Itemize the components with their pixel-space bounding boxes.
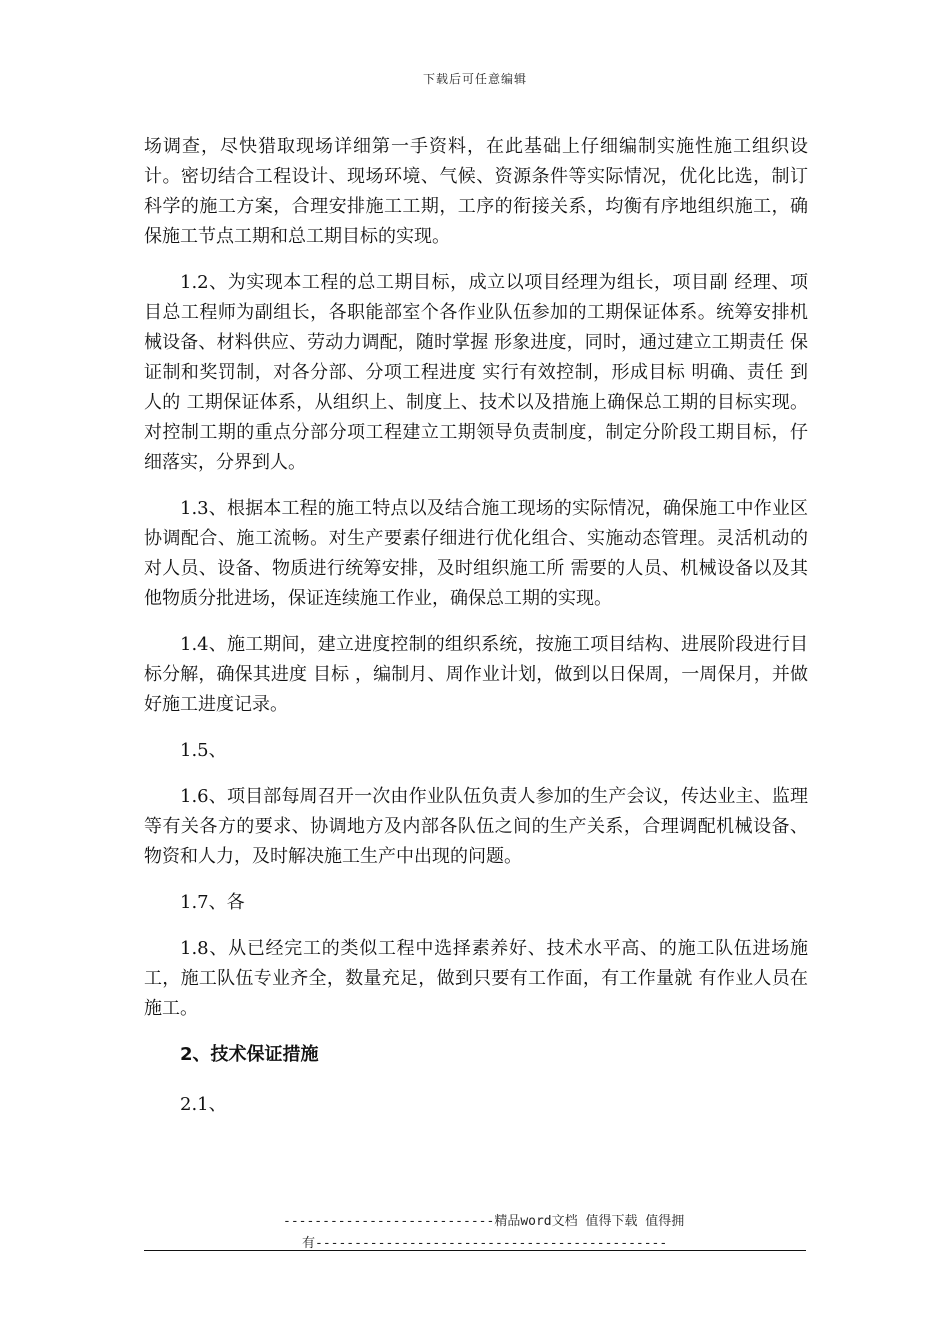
paragraph-1-8: 1.8、从已经完工的类似工程中选择素养好、技术水平高、的施工队伍进场施工，施工队伍专业齐全，数量充足，做到只要有工作面，有工作量就 有作业人员在施工。 (144, 938, 808, 1019)
section-heading: 2、技术保证措施 (180, 1044, 319, 1065)
page-header: 下载后可任意编辑 (422, 72, 527, 86)
paragraph-2-1: 2.1、 (180, 1094, 227, 1115)
paragraph-1-5: 1.5、 (180, 740, 227, 761)
paragraph-1: 场调查，尽快猎取现场详细第一手资料，在此基础上仔细编制实施性施工组织设计。密切结合工程设计、现场环境、气候、资源条件等实际情况，优化比选，制订科学的施工方案，合理安排施工工期，工序的衔接关系，均衡有序地组织施工，确保施工节点工期和总工期目标的实现。 (144, 136, 808, 247)
paragraph-1-4: 1.4、施工期间，建立进度控制的组织系统，按施工项目结构、进展阶段进行目标分解，确保其进度 目标 ，编制月、周作业计划，做到以日保周，一周保月，并做好施工进度记录。 (144, 634, 808, 715)
footer-line-2: 有--------------------------------------------- (302, 1236, 668, 1251)
document-body (144, 132, 808, 1136)
paragraph-1-2: 1.2、为实现本工程的总工期目标，成立以项目经理为组长，项目副 经理、项目总工程师为副组长，各职能部室个各作业队伍参加的工期保证体系。统筹安排机械设备、材料供应、劳动力调配，随时掌握 形象进度，同时，通过建立工期责任 保证制和奖罚制，对各分部、分项工程进度 实行有效控制，形成目标 明确、责任 到人的 工期保证体系，从组织上、制度上、技术以及措施上确保总工期的目标实现。对控制工期的重点分部分项工程建立工期领导负责制度，制定分阶段工期目标，仔细落实，分界到人。 (144, 272, 808, 473)
paragraph-1-3: 1.3、根据本工程的施工特点以及结合施工现场的实际情况，确保施工中作业区协调配合、施工流畅。对生产要素仔细进行优化组合、实施动态管理。灵活机动的对人员、设备、物质进行统筹安排，及时组织施工所 需要的人员、机械设备以及其他物质分批进场，保证连续施工作业，确保总工期的实现。 (144, 498, 808, 609)
footer-divider (144, 1250, 806, 1251)
paragraph-1-6: 1.6、项目部每周召开一次由作业队伍负责人参加的生产会议，传达业主、监理等有关各方的要求、协调地方及内部各队伍之间的生产关系，合理调配机械设备、物资和人力，及时解决施工生产中出现的问题。 (144, 786, 808, 867)
footer-line-1: ---------------------------精品word文档 值得下载 值得拥 (283, 1214, 685, 1229)
paragraph-1-7: 1.7、各 (180, 892, 245, 913)
